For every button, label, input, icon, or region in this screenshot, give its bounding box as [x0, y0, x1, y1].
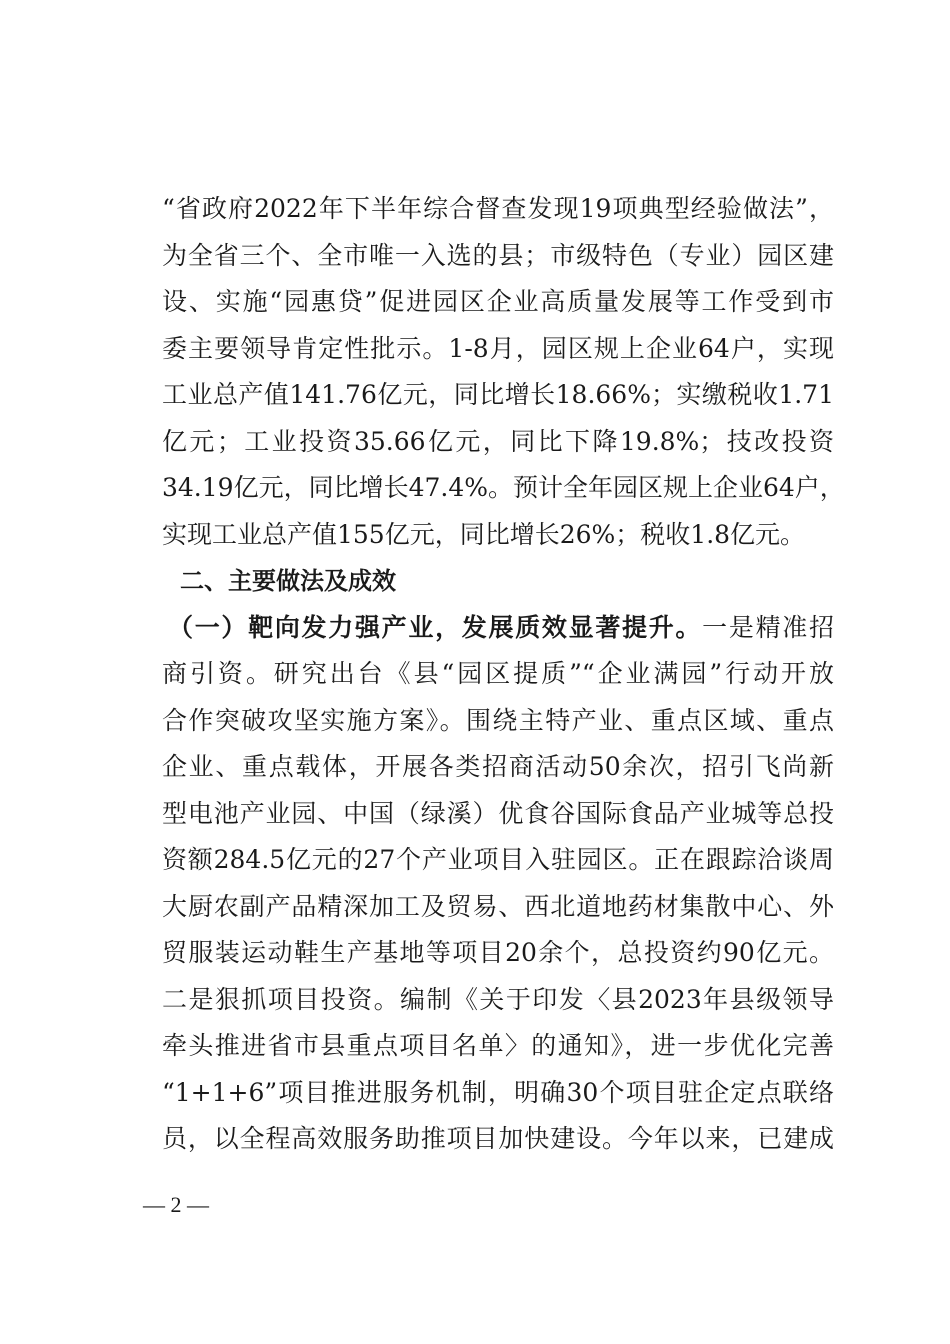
sub-heading: （一）靶向发力强产业，发展质效显著提升。: [168, 612, 703, 642]
text-line: 亿元；工业投资35.66亿元，同比下降19.8%；技改投资: [162, 426, 834, 456]
text-line: 型电池产业园、中国（绿溪）优食谷国际食品产业城等总投: [162, 798, 834, 828]
text-line: [162, 605, 834, 652]
text-line: 贸服装运动鞋生产基地等项目20余个，总投资约90亿元。: [162, 938, 834, 967]
text-line: 工业总产值141.76亿元，同比增长18.66%；实缴税收1.71: [162, 380, 834, 409]
text-line: 大厨农副产品精深加工及贸易、西北道地药材集散中心、外: [162, 891, 834, 921]
text-line: 企业、重点载体，开展各类招商活动50余次，招引飞尚新: [162, 752, 834, 781]
text-line: 34.19亿元，同比增长47.4%。预计全年园区规上企业64户，: [162, 473, 845, 502]
section-heading: 二、主要做法及成效: [180, 567, 396, 595]
text-line: 实现工业总产值155亿元，同比增长26%；税收1.8亿元。: [162, 519, 806, 549]
text-line: 合作突破攻坚实施方案》。围绕主特产业、重点区域、重点: [162, 705, 834, 735]
text-line: 为全省三个、全市唯一入选的县；市级特色（专业）园区建: [162, 240, 834, 270]
body-text: [162, 186, 845, 1163]
text-line: 牵头推进省市县重点项目名单〉的通知》，进一步优化完善: [162, 1031, 834, 1060]
text-line: “1+1+6”项目推进服务机制，明确30个项目驻企定点联络: [162, 1077, 834, 1107]
page-number: — 2 —: [143, 1192, 209, 1217]
text-line: “省政府2022年下半年综合督查发现19项典型经验做法”，: [162, 194, 834, 223]
text-line: 委主要领导肯定性批示。1-8月，园区规上企业64户，实现: [162, 333, 834, 363]
text-line: 商引资。研究出台《县“园区提质”“企业满园”行动开放: [162, 659, 834, 688]
text-span: 一是精准招: [702, 612, 834, 642]
text-line: 设、实施“园惠贷”促进园区企业高质量发展等工作受到市: [162, 287, 834, 316]
text-line: 员，以全程高效服务助推项目加快建设。今年以来，已建成: [162, 1124, 834, 1153]
text-line: 资额284.5亿元的27个产业项目入驻园区。正在跟踪洽谈周: [162, 845, 834, 874]
text-line: 二是狠抓项目投资。编制《关于印发〈县2023年县级领导: [162, 984, 834, 1014]
